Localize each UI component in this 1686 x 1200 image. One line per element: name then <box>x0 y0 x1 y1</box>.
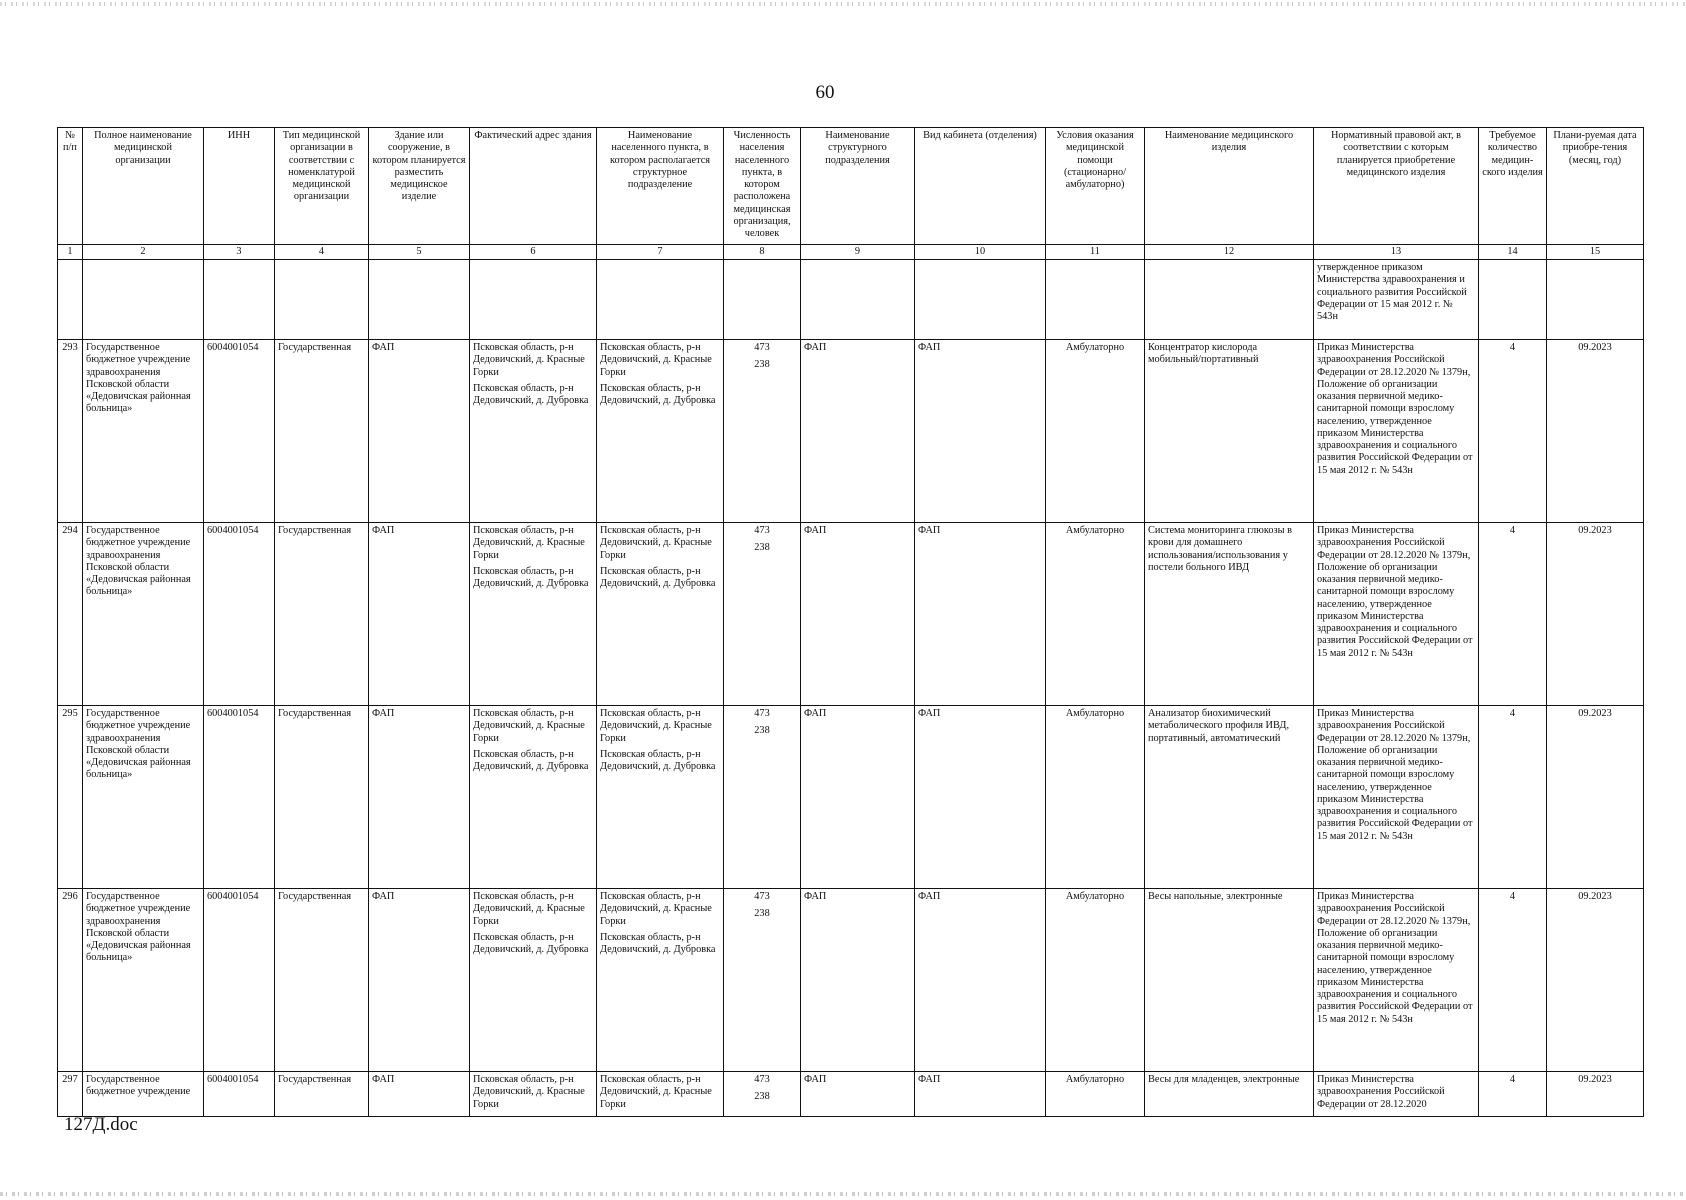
header-cell: Наименование населенного пункта, в котором располагается структурное подразделение <box>597 128 724 245</box>
inn: 6004001054 <box>204 340 275 523</box>
organization-type: Государственная <box>275 1072 369 1117</box>
header-cell: Тип медицинской организации в соответствии с номенклатурой медицинской организации <box>275 128 369 245</box>
column-number: 4 <box>275 245 369 260</box>
structural-unit: ФАП <box>801 889 915 1072</box>
settlement <box>597 706 724 889</box>
cabinet-type: ФАП <box>915 523 1046 706</box>
row-number: 296 <box>58 889 83 1072</box>
settlement-line: Псковская область, р-н Дедовичский, д. Красные Горки <box>600 891 712 927</box>
structural-unit: ФАП <box>801 523 915 706</box>
address-line: Псковская область, р-н Дедовичский, д. Дубровка <box>473 748 589 772</box>
population-value: 473 <box>754 708 770 719</box>
column-number: 6 <box>470 245 597 260</box>
header-cell: ИНН <box>204 128 275 245</box>
column-number: 15 <box>1547 245 1644 260</box>
inn: 6004001054 <box>204 1072 275 1117</box>
settlement-line: Псковская область, р-н Дедовичский, д. Дубровка <box>600 748 716 772</box>
settlement-line: Псковская область, р-н Дедовичский, д. Дубровка <box>600 931 716 955</box>
organization-name: Государственное бюджетное учреждение здравоохранения Псковской области «Дедовичская районная больница» <box>83 340 204 523</box>
address-line: Псковская область, р-н Дедовичский, д. Дубровка <box>473 382 589 406</box>
cabinet-type: ФАП <box>915 340 1046 523</box>
column-number: 13 <box>1314 245 1479 260</box>
header-cell: Плани-руемая дата приобре-тения (месяц, год) <box>1547 128 1644 245</box>
header-cell: Нормативный правовой акт, в соответствии с которым планируется приобретение медицинского изделия <box>1314 128 1479 245</box>
organization-type: Государственная <box>275 340 369 523</box>
actual-address <box>470 889 597 1072</box>
organization-type: Государственная <box>275 889 369 1072</box>
population <box>724 523 801 706</box>
settlement <box>597 523 724 706</box>
organization-type: Государственная <box>275 706 369 889</box>
population-value: 473 <box>754 525 770 536</box>
settlement-line: Псковская область, р-н Дедовичский, д. Красные Горки <box>600 342 712 378</box>
settlement-line: Псковская область, р-н Дедовичский, д. Красные Горки <box>600 708 712 744</box>
population-value: 473 <box>754 342 770 353</box>
cabinet-type: ФАП <box>915 1072 1046 1117</box>
cabinet-type: ФАП <box>915 889 1046 1072</box>
header-cell: Численность населения населенного пункта, в котором расположена медицинская организация, человек <box>724 128 801 245</box>
column-number: 9 <box>801 245 915 260</box>
population-value: 473 <box>754 1074 770 1085</box>
structural-unit: ФАП <box>801 706 915 889</box>
table-row <box>58 340 1644 523</box>
column-number: 12 <box>1145 245 1314 260</box>
row-number: 295 <box>58 706 83 889</box>
column-number: 11 <box>1046 245 1145 260</box>
structural-unit: ФАП <box>801 1072 915 1117</box>
header-row <box>58 128 1644 245</box>
purchase-date: 09.2023 <box>1547 340 1644 523</box>
building: ФАП <box>369 340 470 523</box>
header-cell: Наименование структурного подразделения <box>801 128 915 245</box>
settlement <box>597 340 724 523</box>
header-cell: Условия оказания медицинской помощи (стационарно/ амбулаторно) <box>1046 128 1145 245</box>
population-value: 238 <box>754 1091 770 1103</box>
cabinet-type: ФАП <box>915 706 1046 889</box>
population-value: 238 <box>754 725 770 737</box>
legal-act: Приказ Министерства здравоохранения Российской Федерации от 28.12.2020 № 1379н, Положение об организации оказания первичной медико-санитарной помощи взрослому населению, утвержденное приказом Министерства здравоохранения и социального развития Российской Федерации от 15 мая 2012 г. № 543н <box>1314 889 1479 1072</box>
column-number: 14 <box>1479 245 1547 260</box>
column-number-row <box>58 245 1644 260</box>
row-number: 294 <box>58 523 83 706</box>
device-name: Весы напольные, электронные <box>1145 889 1314 1072</box>
purchase-date: 09.2023 <box>1547 706 1644 889</box>
device-name: Анализатор биохимический метаболического профиля ИВД, портативный, автоматический <box>1145 706 1314 889</box>
address-line: Псковская область, р-н Дедовичский, д. Дубровка <box>473 931 589 955</box>
settlement: Псковская область, р-н Дедовичский, д. Красные Горки <box>597 1072 724 1117</box>
header-cell: Наименование медицинского изделия <box>1145 128 1314 245</box>
column-number: 1 <box>58 245 83 260</box>
column-number: 5 <box>369 245 470 260</box>
table-row <box>58 706 1644 889</box>
settlement-line: Псковская область, р-н Дедовичский, д. Дубровка <box>600 382 716 406</box>
care-conditions: Амбулаторно <box>1046 1072 1145 1117</box>
device-name: Система мониторинга глюкозы в крови для домашнего использования/использования у постели больного ИВД <box>1145 523 1314 706</box>
quantity: 4 <box>1479 706 1547 889</box>
population-value: 238 <box>754 359 770 371</box>
scan-edge-top <box>0 2 1686 6</box>
table-row <box>58 1072 1644 1117</box>
column-number: 7 <box>597 245 724 260</box>
inn: 6004001054 <box>204 889 275 1072</box>
purchase-date: 09.2023 <box>1547 1072 1644 1117</box>
quantity: 4 <box>1479 1072 1547 1117</box>
medical-equipment-table <box>57 127 1644 1117</box>
header-cell: Требуемое количество медицин-ского изделия <box>1479 128 1547 245</box>
legal-act: Приказ Министерства здравоохранения Российской Федерации от 28.12.2020 № 1379н, Положение об организации оказания первичной медико-санитарной помощи взрослому населению, утвержденное приказом Министерства здравоохранения и социального развития Российской Федерации от 15 мая 2012 г. № 543н <box>1314 706 1479 889</box>
organization-type: Государственная <box>275 523 369 706</box>
settlement <box>597 889 724 1072</box>
header-cell: № п/п <box>58 128 83 245</box>
address-line: Псковская область, р-н Дедовичский, д. Красные Горки <box>473 525 585 561</box>
row-number: 293 <box>58 340 83 523</box>
population <box>724 889 801 1072</box>
address-line: Псковская область, р-н Дедовичский, д. Красные Горки <box>473 342 585 378</box>
header-cell: Фактический адрес здания <box>470 128 597 245</box>
column-number: 2 <box>83 245 204 260</box>
page-number: 60 <box>815 82 835 103</box>
actual-address <box>470 706 597 889</box>
settlement-line: Псковская область, р-н Дедовичский, д. Красные Горки <box>600 525 712 561</box>
legal-act: Приказ Министерства здравоохранения Российской Федерации от 28.12.2020 <box>1314 1072 1479 1117</box>
purchase-date: 09.2023 <box>1547 889 1644 1072</box>
column-number: 3 <box>204 245 275 260</box>
header-cell: Вид кабинета (отделения) <box>915 128 1046 245</box>
footer-file-name: 127Д.doc <box>64 1114 138 1135</box>
header-cell: Здание или сооружение, в котором планируется разместить медицинское изделие <box>369 128 470 245</box>
building: ФАП <box>369 1072 470 1117</box>
population <box>724 340 801 523</box>
legal-act: Приказ Министерства здравоохранения Российской Федерации от 28.12.2020 № 1379н, Положение об организации оказания первичной медико-санитарной помощи взрослому населению, утвержденное приказом Министерства здравоохранения и социального развития Российской Федерации от 15 мая 2012 г. № 543н <box>1314 523 1479 706</box>
population <box>724 706 801 889</box>
scan-edge-bottom <box>0 1192 1686 1196</box>
address-line: Псковская область, р-н Дедовичский, д. Красные Горки <box>473 891 585 927</box>
inn: 6004001054 <box>204 523 275 706</box>
building: ФАП <box>369 523 470 706</box>
purchase-date: 09.2023 <box>1547 523 1644 706</box>
actual-address <box>470 523 597 706</box>
building: ФАП <box>369 889 470 1072</box>
address-line: Псковская область, р-н Дедовичский, д. Красные Горки <box>473 708 585 744</box>
structural-unit: ФАП <box>801 340 915 523</box>
care-conditions: Амбулаторно <box>1046 523 1145 706</box>
quantity: 4 <box>1479 523 1547 706</box>
address-line: Псковская область, р-н Дедовичский, д. Дубровка <box>473 565 589 589</box>
device-name: Весы для младенцев, электронные <box>1145 1072 1314 1117</box>
population-value: 238 <box>754 908 770 920</box>
population-value: 473 <box>754 891 770 902</box>
care-conditions: Амбулаторно <box>1046 340 1145 523</box>
device-name: Концентратор кислорода мобильный/портативный <box>1145 340 1314 523</box>
continuation-row <box>58 260 1644 340</box>
settlement-line: Псковская область, р-н Дедовичский, д. Дубровка <box>600 565 716 589</box>
quantity: 4 <box>1479 340 1547 523</box>
care-conditions: Амбулаторно <box>1046 706 1145 889</box>
table-row <box>58 889 1644 1072</box>
quantity: 4 <box>1479 889 1547 1072</box>
organization-name: Государственное бюджетное учреждение здравоохранения Псковской области «Дедовичская районная больница» <box>83 889 204 1072</box>
table-row <box>58 523 1644 706</box>
continuation-act-cell: утвержденное приказом Министерства здравоохранения и социального развития Российской Федерации от 15 мая 2012 г. № 543н <box>1314 260 1479 340</box>
row-number: 297 <box>58 1072 83 1117</box>
header-cell: Полное наименование медицинской организации <box>83 128 204 245</box>
care-conditions: Амбулаторно <box>1046 889 1145 1072</box>
building: ФАП <box>369 706 470 889</box>
actual-address: Псковская область, р-н Дедовичский, д. Красные Горки <box>470 1072 597 1117</box>
organization-name: Государственное бюджетное учреждение здравоохранения Псковской области «Дедовичская районная больница» <box>83 706 204 889</box>
organization-name: Государственное бюджетное учреждение здравоохранения Псковской области «Дедовичская районная больница» <box>83 523 204 706</box>
column-number: 10 <box>915 245 1046 260</box>
organization-name: Государственное бюджетное учреждение <box>83 1072 204 1117</box>
population <box>724 1072 801 1117</box>
legal-act: Приказ Министерства здравоохранения Российской Федерации от 28.12.2020 № 1379н, Положение об организации оказания первичной медико-санитарной помощи взрослому населению, утвержденное приказом Министерства здравоохранения и социального развития Российской Федерации от 15 мая 2012 г. № 543н <box>1314 340 1479 523</box>
column-number: 8 <box>724 245 801 260</box>
actual-address <box>470 340 597 523</box>
population-value: 238 <box>754 542 770 554</box>
inn: 6004001054 <box>204 706 275 889</box>
